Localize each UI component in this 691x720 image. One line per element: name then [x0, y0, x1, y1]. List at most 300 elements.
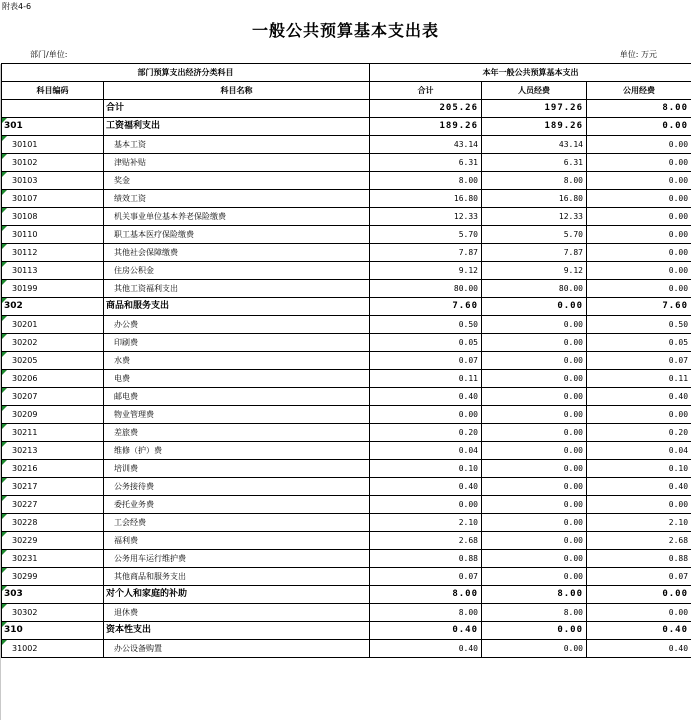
- public-text: 2.68: [668, 536, 689, 545]
- total-cell: [370, 226, 482, 244]
- name-cell: [104, 514, 370, 532]
- name-text: 津贴补贴: [114, 158, 146, 167]
- public-text: 0.00: [668, 266, 689, 275]
- public-text: 2.10: [668, 518, 689, 527]
- personnel-text: 0.00: [563, 536, 583, 545]
- public-cell: [587, 550, 691, 568]
- code-cell: [2, 226, 104, 244]
- code-text: 301: [4, 121, 23, 131]
- name-cell: [104, 154, 370, 172]
- total-text: 0.00: [458, 500, 478, 509]
- name-text: 福利费: [114, 536, 138, 545]
- total-text: 0.07: [458, 356, 478, 365]
- total-text: 43.14: [453, 140, 478, 149]
- table-row: [2, 388, 691, 406]
- cell-comment-marker: [2, 118, 7, 123]
- cell-comment-marker: [2, 424, 7, 429]
- public-text: 0.00: [662, 121, 689, 131]
- code-cell: [2, 262, 104, 280]
- name-text: 奖金: [114, 176, 130, 185]
- public-cell: [587, 298, 691, 316]
- total-text: 8.00: [452, 589, 478, 599]
- table-row: [2, 478, 691, 496]
- personnel-cell: [482, 352, 587, 370]
- public-text: 0.00: [668, 176, 689, 185]
- total-row: [2, 100, 691, 118]
- header-row-columns: [2, 82, 691, 100]
- public-cell: [587, 406, 691, 424]
- total-text: 16.80: [453, 194, 478, 203]
- category-row: [2, 118, 691, 136]
- total-cell: [370, 478, 482, 496]
- table-row: [2, 442, 691, 460]
- public-text: 0.07: [668, 356, 689, 365]
- public-text: 0.05: [668, 338, 689, 347]
- cell-comment-marker: [2, 190, 7, 195]
- attachment-number: 附表4-6: [2, 2, 32, 11]
- cell-comment-marker: [2, 532, 7, 537]
- name-cell: [104, 208, 370, 226]
- total-cell: [370, 298, 482, 316]
- table-row: [2, 208, 691, 226]
- table-body: [2, 64, 691, 658]
- code-text: 30102: [12, 158, 38, 167]
- unit-label: 单位: 万元: [619, 50, 657, 59]
- cell-comment-marker: [2, 226, 7, 231]
- cell-comment-marker: [2, 136, 7, 141]
- public-text: 0.40: [668, 482, 689, 491]
- code-cell: [2, 298, 104, 316]
- total-text: 9.12: [458, 266, 478, 275]
- total-text: 2.68: [458, 536, 478, 545]
- code-cell: [2, 460, 104, 478]
- code-cell: [2, 244, 104, 262]
- total-cell: [370, 154, 482, 172]
- total-cell: [370, 262, 482, 280]
- personnel-cell: [482, 370, 587, 388]
- total-text: 205.26: [439, 103, 478, 113]
- cell-comment-marker: [2, 568, 7, 573]
- personnel-text: 0.00: [557, 625, 583, 635]
- code-cell: [2, 316, 104, 334]
- name-cell: [104, 568, 370, 586]
- personnel-cell: [482, 460, 587, 478]
- public-text: 0.00: [668, 212, 689, 221]
- public-cell: [587, 388, 691, 406]
- personnel-cell: [482, 478, 587, 496]
- code-cell: [2, 496, 104, 514]
- name-cell: [104, 460, 370, 478]
- name-text: 工资福利支出: [106, 121, 161, 131]
- total-cell: [370, 136, 482, 154]
- code-cell: [2, 172, 104, 190]
- name-text: 资本性支出: [106, 625, 152, 635]
- public-cell: [587, 262, 691, 280]
- category-row: [2, 622, 691, 640]
- name-cell: [104, 262, 370, 280]
- public-cell: [587, 460, 691, 478]
- total-cell: [370, 370, 482, 388]
- cell-comment-marker: [2, 550, 7, 555]
- cell-comment-marker: [2, 154, 7, 159]
- name-text: 邮电费: [114, 392, 138, 401]
- cell-comment-marker: [2, 640, 7, 645]
- public-text: 0.00: [668, 158, 689, 167]
- table-row: [2, 424, 691, 442]
- category-row: [2, 586, 691, 604]
- table-row: [2, 262, 691, 280]
- public-cell: [587, 424, 691, 442]
- name-cell: [104, 334, 370, 352]
- public-text: 0.00: [662, 589, 689, 599]
- public-text: 0.40: [662, 625, 689, 635]
- cell-comment-marker: [2, 208, 7, 213]
- personnel-text: 0.00: [563, 410, 583, 419]
- name-text: 电费: [114, 374, 130, 383]
- total-text: 0.04: [458, 446, 478, 455]
- personnel-text: 0.00: [563, 464, 583, 473]
- cell-comment-marker: [2, 334, 7, 339]
- code-text: 30202: [12, 338, 38, 347]
- total-text: 8.00: [458, 176, 478, 185]
- public-cell: [587, 316, 691, 334]
- code-text: 30229: [12, 536, 38, 545]
- cell-comment-marker: [2, 604, 7, 609]
- personnel-cell: [482, 532, 587, 550]
- total-cell: [370, 118, 482, 136]
- code-text: 30206: [12, 374, 38, 383]
- category-row: [2, 298, 691, 316]
- name-cell: [104, 424, 370, 442]
- public-text: 8.00: [662, 103, 689, 113]
- public-text: 0.50: [668, 320, 689, 329]
- cell-comment-marker: [2, 262, 7, 267]
- public-cell: [587, 226, 691, 244]
- public-text: 0.00: [668, 194, 689, 203]
- personnel-cell: [482, 388, 587, 406]
- public-cell: [587, 118, 691, 136]
- public-text: 0.40: [668, 644, 689, 653]
- code-text: 30110: [12, 230, 38, 239]
- public-text: 0.00: [668, 248, 689, 257]
- total-text: 0.40: [452, 625, 478, 635]
- code-text: 30199: [12, 284, 38, 293]
- public-text: 0.40: [668, 392, 689, 401]
- public-cell: [587, 568, 691, 586]
- personnel-text: 0.00: [563, 482, 583, 491]
- code-cell: [2, 604, 104, 622]
- public-text: 0.00: [668, 140, 689, 149]
- personnel-text: 5.70: [563, 230, 583, 239]
- name-text: 差旅费: [114, 428, 138, 437]
- name-text: 办公费: [114, 320, 138, 329]
- public-cell: [587, 586, 691, 604]
- total-text: 7.60: [452, 301, 478, 311]
- name-text: 退休费: [114, 608, 138, 617]
- total-text: 0.07: [458, 572, 478, 581]
- name-cell: [104, 496, 370, 514]
- cell-comment-marker: [2, 316, 7, 321]
- public-cell: [587, 496, 691, 514]
- name-cell: [104, 100, 370, 118]
- total-cell: [370, 604, 482, 622]
- code-text: 30201: [12, 320, 38, 329]
- personnel-cell: [482, 190, 587, 208]
- header-name: 科目名称: [104, 82, 370, 100]
- total-text: 12.33: [453, 212, 478, 221]
- code-cell: [2, 424, 104, 442]
- name-text: 商品和服务支出: [106, 301, 170, 311]
- total-cell: [370, 280, 482, 298]
- cell-comment-marker: [2, 370, 7, 375]
- public-cell: [587, 442, 691, 460]
- personnel-cell: [482, 136, 587, 154]
- public-cell: [587, 154, 691, 172]
- table-row: [2, 190, 691, 208]
- code-text: 310: [4, 625, 23, 635]
- personnel-text: 0.00: [563, 356, 583, 365]
- total-cell: [370, 316, 482, 334]
- code-cell: [2, 154, 104, 172]
- code-cell: [2, 208, 104, 226]
- personnel-cell: [482, 334, 587, 352]
- name-text: 印刷费: [114, 338, 138, 347]
- name-text: 绩效工资: [114, 194, 146, 203]
- personnel-text: 0.00: [563, 374, 583, 383]
- public-cell: [587, 136, 691, 154]
- personnel-text: 0.00: [563, 554, 583, 563]
- name-cell: [104, 298, 370, 316]
- header-personnel: 人员经费: [482, 82, 587, 100]
- name-text: 合计: [106, 103, 125, 113]
- cell-comment-marker: [2, 496, 7, 501]
- public-text: 0.04: [668, 446, 689, 455]
- name-cell: [104, 604, 370, 622]
- name-text: 机关事业单位基本养老保险缴费: [114, 212, 226, 221]
- table-row: [2, 550, 691, 568]
- header-left-group: 部门预算支出经济分类科目: [2, 64, 370, 82]
- cell-comment-marker: [2, 352, 7, 357]
- name-cell: [104, 280, 370, 298]
- code-cell: [2, 640, 104, 658]
- name-text: 维修（护）费: [114, 446, 162, 455]
- header-right-group: 本年一般公共预算基本支出: [370, 64, 691, 82]
- code-cell: [2, 406, 104, 424]
- personnel-text: 189.26: [544, 121, 583, 131]
- table-row: [2, 568, 691, 586]
- table-row: [2, 334, 691, 352]
- total-cell: [370, 208, 482, 226]
- header-public: 公用经费: [587, 82, 691, 100]
- personnel-cell: [482, 496, 587, 514]
- name-cell: [104, 190, 370, 208]
- name-cell: [104, 532, 370, 550]
- code-text: 30205: [12, 356, 38, 365]
- name-text: 培训费: [114, 464, 138, 473]
- personnel-text: 197.26: [544, 103, 583, 113]
- personnel-text: 8.00: [563, 608, 583, 617]
- code-text: 30103: [12, 176, 38, 185]
- personnel-cell: [482, 100, 587, 118]
- code-text: 30213: [12, 446, 38, 455]
- total-text: 6.31: [458, 158, 478, 167]
- name-text: 其他工资福利支出: [114, 284, 178, 293]
- code-cell: [2, 280, 104, 298]
- name-cell: [104, 370, 370, 388]
- total-cell: [370, 172, 482, 190]
- name-cell: [104, 550, 370, 568]
- table-row: [2, 370, 691, 388]
- cell-comment-marker: [2, 298, 7, 303]
- total-text: 2.10: [458, 518, 478, 527]
- table-row: [2, 604, 691, 622]
- table-row: [2, 316, 691, 334]
- code-cell: [2, 388, 104, 406]
- name-text: 物业管理费: [114, 410, 154, 419]
- personnel-text: 7.87: [563, 248, 583, 257]
- page-title: 一般公共预算基本支出表: [251, 21, 439, 40]
- code-text: 30209: [12, 410, 38, 419]
- header-total: 合计: [370, 82, 482, 100]
- personnel-text: 0.00: [563, 446, 583, 455]
- personnel-cell: [482, 154, 587, 172]
- total-text: 0.05: [458, 338, 478, 347]
- public-cell: [587, 532, 691, 550]
- name-text: 委托业务费: [114, 500, 154, 509]
- code-text: 30112: [12, 248, 38, 257]
- public-cell: [587, 370, 691, 388]
- personnel-text: 80.00: [558, 284, 583, 293]
- name-text: 基本工资: [114, 140, 146, 149]
- table-row: [2, 154, 691, 172]
- code-text: 30227: [12, 500, 38, 509]
- table-row: [2, 136, 691, 154]
- personnel-cell: [482, 442, 587, 460]
- code-cell: [2, 352, 104, 370]
- public-cell: [587, 172, 691, 190]
- code-cell: [2, 334, 104, 352]
- total-text: 0.20: [458, 428, 478, 437]
- total-text: 0.50: [458, 320, 478, 329]
- table-row: [2, 496, 691, 514]
- code-cell: [2, 568, 104, 586]
- total-cell: [370, 550, 482, 568]
- cell-comment-marker: [2, 280, 7, 285]
- code-text: 30108: [12, 212, 38, 221]
- table-row: [2, 280, 691, 298]
- personnel-cell: [482, 316, 587, 334]
- personnel-cell: [482, 406, 587, 424]
- code-cell: [2, 442, 104, 460]
- code-cell: [2, 514, 104, 532]
- cell-comment-marker: [2, 514, 7, 519]
- code-text: 30299: [12, 572, 38, 581]
- code-text: 30217: [12, 482, 38, 491]
- table-row: [2, 460, 691, 478]
- code-cell: [2, 622, 104, 640]
- header-row-group: [2, 64, 691, 82]
- code-text: 31002: [12, 644, 38, 653]
- table-row: [2, 406, 691, 424]
- name-cell: [104, 172, 370, 190]
- personnel-cell: [482, 298, 587, 316]
- public-cell: [587, 352, 691, 370]
- personnel-text: 0.00: [557, 301, 583, 311]
- cell-comment-marker: [2, 406, 7, 411]
- total-cell: [370, 100, 482, 118]
- name-text: 公务用车运行维护费: [114, 554, 186, 563]
- code-text: 30101: [12, 140, 38, 149]
- name-cell: [104, 406, 370, 424]
- total-cell: [370, 244, 482, 262]
- public-cell: [587, 622, 691, 640]
- total-text: 0.40: [458, 392, 478, 401]
- public-cell: [587, 334, 691, 352]
- code-text: 30228: [12, 518, 38, 527]
- code-cell: [2, 478, 104, 496]
- public-text: 0.00: [668, 284, 689, 293]
- table-row: [2, 244, 691, 262]
- name-cell: [104, 478, 370, 496]
- personnel-text: 0.00: [563, 320, 583, 329]
- total-cell: [370, 442, 482, 460]
- personnel-text: 8.00: [563, 176, 583, 185]
- code-cell: [2, 370, 104, 388]
- name-text: 住房公积金: [114, 266, 154, 275]
- personnel-cell: [482, 424, 587, 442]
- personnel-cell: [482, 604, 587, 622]
- total-cell: [370, 424, 482, 442]
- name-text: 水费: [114, 356, 130, 365]
- name-cell: [104, 622, 370, 640]
- personnel-text: 0.00: [563, 428, 583, 437]
- table-row: [2, 226, 691, 244]
- name-cell: [104, 316, 370, 334]
- code-text: 30231: [12, 554, 38, 563]
- personnel-cell: [482, 640, 587, 658]
- total-cell: [370, 352, 482, 370]
- name-text: 办公设备购置: [114, 644, 162, 653]
- total-text: 8.00: [458, 608, 478, 617]
- name-cell: [104, 640, 370, 658]
- code-cell: [2, 136, 104, 154]
- code-text: 30302: [12, 608, 38, 617]
- total-cell: [370, 388, 482, 406]
- public-cell: [587, 244, 691, 262]
- code-text: 303: [4, 589, 23, 599]
- total-cell: [370, 640, 482, 658]
- public-cell: [587, 514, 691, 532]
- personnel-text: 0.00: [563, 392, 583, 401]
- code-cell: [2, 532, 104, 550]
- personnel-cell: [482, 172, 587, 190]
- personnel-text: 12.33: [558, 212, 583, 221]
- personnel-cell: [482, 622, 587, 640]
- personnel-cell: [482, 244, 587, 262]
- total-text: 0.10: [458, 464, 478, 473]
- total-cell: [370, 586, 482, 604]
- public-text: 0.00: [668, 500, 689, 509]
- name-cell: [104, 118, 370, 136]
- public-cell: [587, 100, 691, 118]
- personnel-cell: [482, 550, 587, 568]
- personnel-cell: [482, 514, 587, 532]
- name-text: 公务接待费: [114, 482, 154, 491]
- cell-comment-marker: [2, 460, 7, 465]
- name-cell: [104, 442, 370, 460]
- department-label: 部门/单位:: [30, 50, 68, 59]
- personnel-text: 0.00: [563, 572, 583, 581]
